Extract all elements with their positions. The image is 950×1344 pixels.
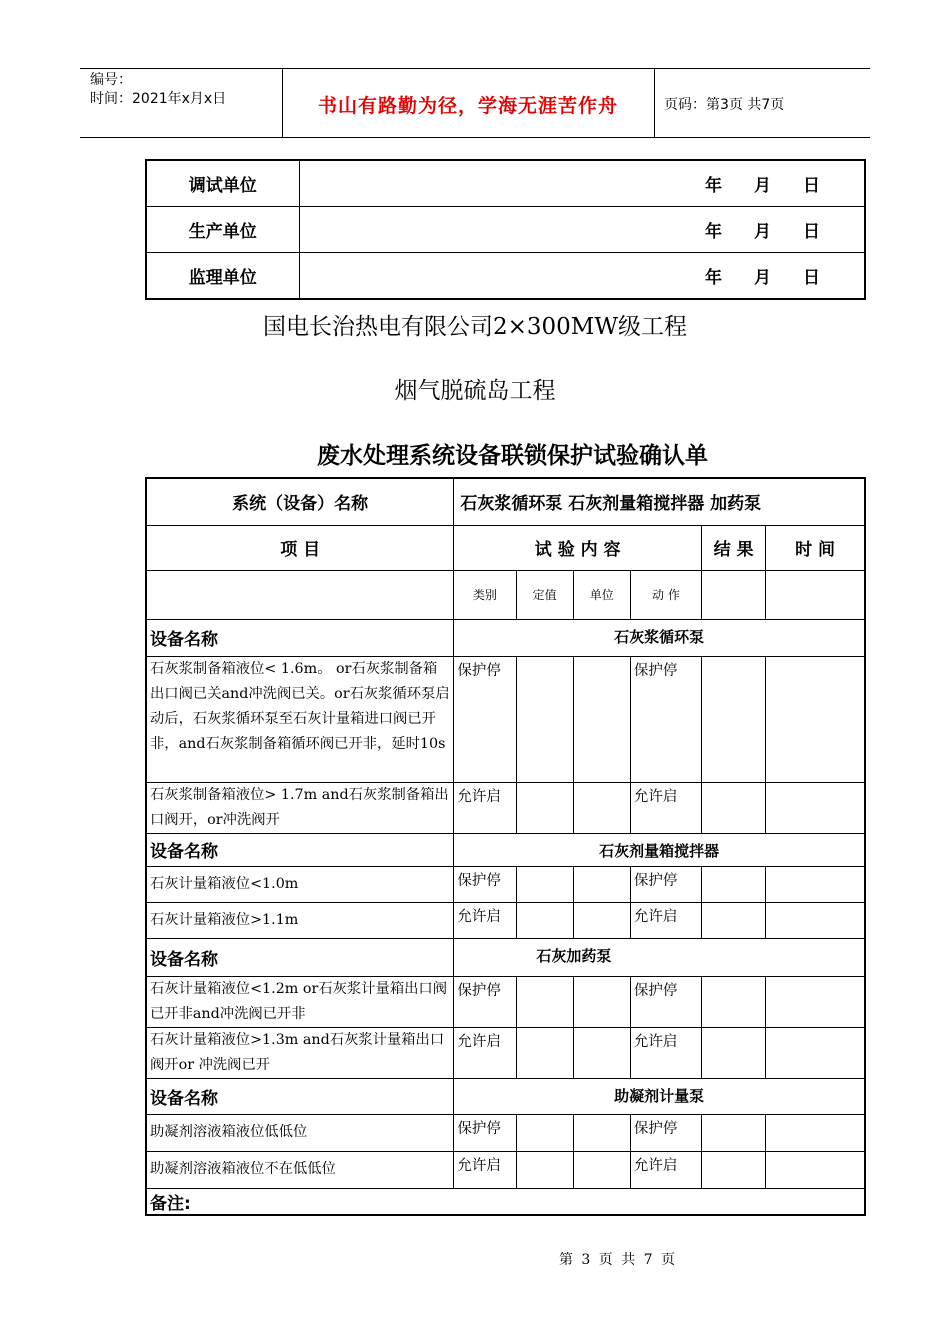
column-header-result: 结 果: [702, 525, 766, 570]
table-row: [146, 1114, 865, 1151]
condition-cell: 石灰计量箱液位>1.3m and石灰浆计量箱出口阀开or 冲洗阀已开: [146, 1027, 454, 1078]
type-cell: 保护停: [454, 1114, 516, 1151]
time-cell: [766, 866, 865, 902]
signature-unit-label: 监理单位: [146, 253, 299, 300]
header-page-number: 页码：第3页 共7页: [664, 97, 785, 113]
column-header-row: [146, 525, 865, 570]
type-cell: 允许启: [454, 902, 516, 938]
device-name: 石灰浆循环泵: [454, 619, 865, 656]
device-label: 设备名称: [146, 619, 454, 656]
result-cell: [702, 866, 766, 902]
value-cell: [516, 656, 573, 782]
time-cell: [766, 976, 865, 1027]
condition-cell: 助凝剂溶液箱液位低低位: [146, 1114, 454, 1151]
remark-label: 备注:: [146, 1188, 865, 1215]
device-name: 石灰剂量箱搅拌器: [454, 833, 865, 866]
signature-date: 年 月 日: [299, 253, 865, 300]
value-cell: [516, 1114, 573, 1151]
result-cell: [702, 1151, 766, 1188]
header-divider: [654, 69, 655, 137]
device-label: 设备名称: [146, 938, 454, 976]
table-row: [146, 656, 865, 782]
device-name: 助凝剂计量泵: [454, 1078, 865, 1114]
time-cell: [766, 1027, 865, 1078]
value-cell: [516, 1027, 573, 1078]
value-cell: [516, 866, 573, 902]
unit-cell: [573, 1114, 630, 1151]
table-row: [146, 1027, 865, 1078]
condition-cell: 石灰计量箱液位>1.1m: [146, 902, 454, 938]
condition-cell: 石灰计量箱液位<1.2m or石灰浆计量箱出口阀已开非and冲洗阀已开非: [146, 976, 454, 1027]
device-row: [146, 833, 865, 866]
table-row: [146, 902, 865, 938]
sub-header-row: [146, 570, 865, 619]
result-cell: [702, 902, 766, 938]
unit-cell: [573, 902, 630, 938]
value-cell: [516, 976, 573, 1027]
action-cell: 保护停: [630, 656, 701, 782]
empty-cell: [146, 570, 454, 619]
time-cell: [766, 902, 865, 938]
signature-table: [145, 159, 866, 300]
time-cell: [766, 1114, 865, 1151]
time-cell: [766, 782, 865, 833]
result-cell: [702, 1114, 766, 1151]
system-row: [146, 478, 865, 525]
signature-date: 年 月 日: [299, 207, 865, 253]
system-name-label: 系统（设备）名称: [146, 478, 454, 525]
signature-row: [146, 160, 865, 207]
sub-header-value: 定值: [516, 570, 573, 619]
column-header-content: 试 验 内 容: [454, 525, 702, 570]
result-cell: [702, 1027, 766, 1078]
signature-unit-label: 生产单位: [146, 207, 299, 253]
project-subtitle: 烟气脱硫岛工程: [394, 378, 556, 404]
device-row: [146, 619, 865, 656]
condition-cell: 石灰计量箱液位<1.0m: [146, 866, 454, 902]
form-title: 废水处理系统设备联锁保护试验确认单: [317, 443, 708, 469]
value-cell: [516, 782, 573, 833]
document-time: 时间：2021年x月x日: [90, 91, 227, 107]
table-row: [146, 782, 865, 833]
action-cell: 允许启: [630, 1027, 701, 1078]
unit-cell: [573, 656, 630, 782]
type-cell: 允许启: [454, 782, 516, 833]
type-cell: 保护停: [454, 656, 516, 782]
table-row: [146, 976, 865, 1027]
page-header: [80, 68, 870, 138]
type-cell: 保护停: [454, 976, 516, 1027]
remark-row: [146, 1188, 865, 1215]
project-title: 国电长治热电有限公司2×300MW级工程: [263, 314, 687, 340]
signature-unit-label: 调试单位: [146, 160, 299, 207]
device-row: [146, 1078, 865, 1114]
result-cell: [702, 976, 766, 1027]
action-cell: 保护停: [630, 866, 701, 902]
column-header-time: 时 间: [766, 525, 865, 570]
table-row: [146, 866, 865, 902]
result-cell: [702, 782, 766, 833]
type-cell: 允许启: [454, 1151, 516, 1188]
time-cell: [766, 1151, 865, 1188]
unit-cell: [573, 782, 630, 833]
condition-cell: 石灰浆制备箱液位< 1.6m。 or石灰浆制备箱出口阀已关and冲洗阀已关。or石灰浆循环泵启动后，石灰浆循环泵至石灰计量箱进口阀已开非，and石灰浆制备箱循环阀已开非，延时10s: [146, 656, 454, 782]
interlock-test-table: [145, 477, 866, 1216]
action-cell: 允许启: [630, 782, 701, 833]
unit-cell: [573, 1151, 630, 1188]
time-cell: [766, 656, 865, 782]
value-cell: [516, 902, 573, 938]
unit-cell: [573, 866, 630, 902]
signature-date: 年 月 日: [299, 160, 865, 207]
value-cell: [516, 1151, 573, 1188]
header-motto: 书山有路勤为径，学海无涯苦作舟: [317, 95, 618, 117]
type-cell: 保护停: [454, 866, 516, 902]
document-number: 编号：: [90, 72, 132, 88]
empty-cell: [766, 570, 865, 619]
empty-cell: [702, 570, 766, 619]
table-row: [146, 1151, 865, 1188]
action-cell: 保护停: [630, 1114, 701, 1151]
action-cell: 保护停: [630, 976, 701, 1027]
sub-header-unit: 单位: [573, 570, 630, 619]
unit-cell: [573, 976, 630, 1027]
action-cell: 允许启: [630, 1151, 701, 1188]
device-label: 设备名称: [146, 1078, 454, 1114]
result-cell: [702, 656, 766, 782]
signature-row: [146, 253, 865, 300]
condition-cell: 助凝剂溶液箱液位不在低低位: [146, 1151, 454, 1188]
action-cell: 允许启: [630, 902, 701, 938]
sub-header-type: 类别: [454, 570, 516, 619]
header-info: [90, 71, 226, 109]
page-footer: 第 3 页 共 7 页: [558, 1252, 676, 1268]
device-label: 设备名称: [146, 833, 454, 866]
device-row: [146, 938, 865, 976]
device-name: 石灰加药泵: [454, 938, 865, 976]
sub-header-action: 动 作: [630, 570, 701, 619]
signature-row: [146, 207, 865, 253]
condition-cell: 石灰浆制备箱液位> 1.7m and石灰浆制备箱出口阀开，or冲洗阀开: [146, 782, 454, 833]
type-cell: 允许启: [454, 1027, 516, 1078]
unit-cell: [573, 1027, 630, 1078]
column-header-item: 项 目: [146, 525, 454, 570]
system-name-value: 石灰浆循环泵 石灰剂量箱搅拌器 加药泵: [454, 478, 865, 525]
